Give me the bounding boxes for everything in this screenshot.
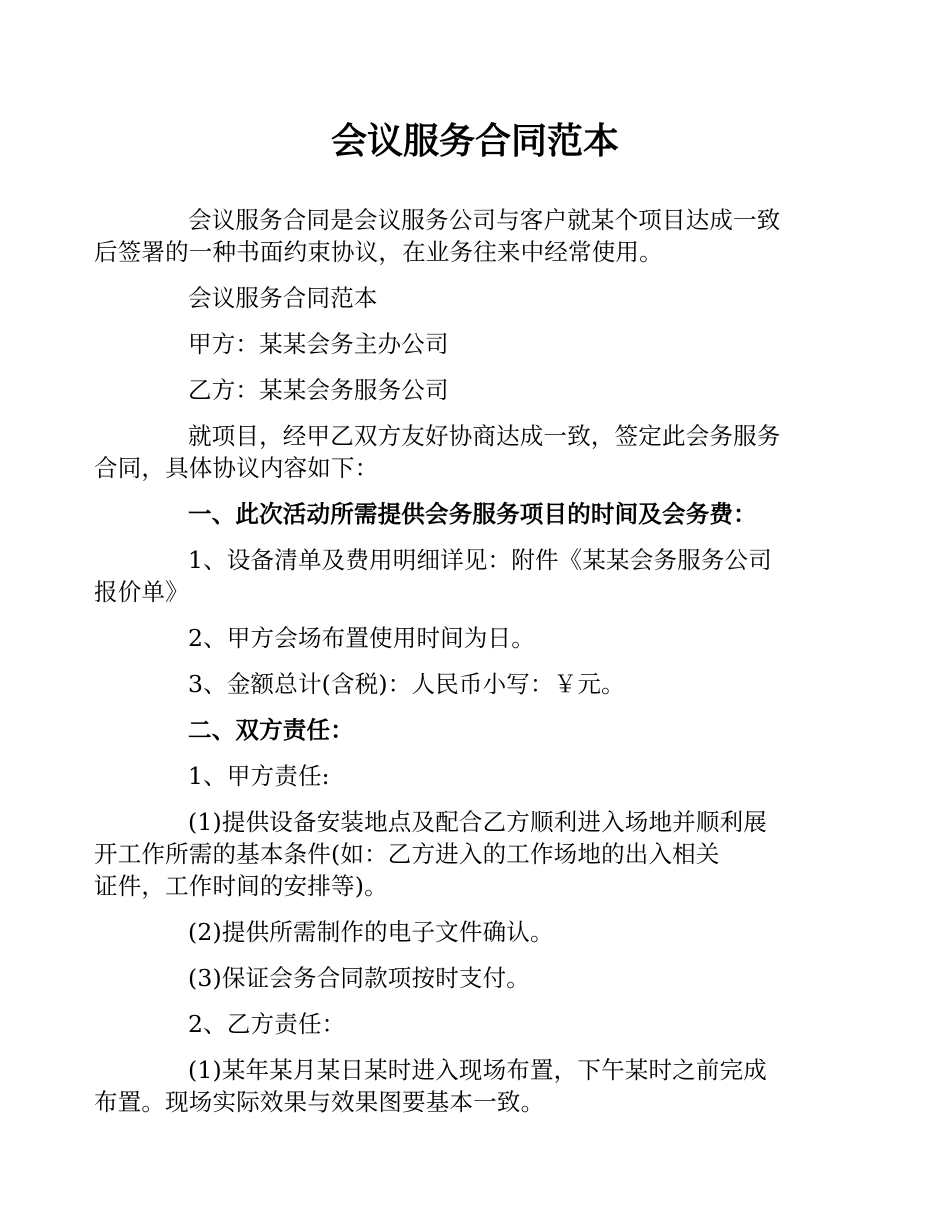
intro-paragraph [94,204,809,268]
text-line: 开工作所需的基本条件(如：乙方进入的工作场地的出入相关 [94,840,720,868]
section-heading-1 [141,498,809,530]
text-line: (3)保证会务合同款项按时支付。 [188,964,530,992]
clause-paragraph [94,544,809,608]
party-b-paragraph [141,374,809,406]
text-line: (2)提供所需制作的电子文件确认。 [188,918,554,946]
clause-paragraph [94,806,809,902]
agreement-paragraph [94,420,809,484]
clause-paragraph [141,668,809,700]
document-body [94,204,809,1132]
text-line: 1、设备清单及费用明细详见：附件《某某会务服务公司 [188,546,772,574]
text-line: 会议服务合同范本 [188,284,378,312]
text-line: 乙方：某某会务服务公司 [188,376,449,404]
text-line: 3、金额总计(含税)：人民币小写：￥元。 [188,670,625,698]
clause-paragraph [141,622,809,654]
text-line: 后签署的一种书面约束协议，在业务往来中经常使用。 [94,238,663,266]
clause-paragraph [141,760,809,792]
text-line: 二、双方责任： [188,716,354,744]
subtitle-paragraph [141,282,809,314]
text-line: 布置。现场实际效果与效果图要基本一致。 [94,1088,545,1116]
clause-paragraph [141,962,809,994]
clause-paragraph [141,916,809,948]
text-line: 合同，具体协议内容如下： [94,454,379,482]
text-line: (1)某年某月某日某时进入现场布置，下午某时之前完成 [188,1056,767,1084]
text-line: 2、甲方会场布置使用时间为日。 [188,624,535,652]
text-line: 1、甲方责任: [188,762,330,790]
document-title: 会议服务合同范本 [330,121,619,162]
text-line: 2、乙方责任： [188,1010,346,1038]
clause-paragraph [94,1054,809,1118]
text-line: 报价单》 [94,578,189,606]
text-line: (1)提供设备安装地点及配合乙方顺利进入场地并顺利展 [188,808,767,836]
section-heading-2 [141,714,809,746]
text-line: 就项目，经甲乙双方友好协商达成一致，签定此会务服务 [188,422,781,450]
clause-paragraph [141,1008,809,1040]
text-line: 甲方：某某会务主办公司 [188,330,449,358]
text-line: 会议服务合同是会议服务公司与客户就某个项目达成一致 [188,206,781,234]
party-a-paragraph [141,328,809,360]
text-line: 证件，工作时间的安排等)。 [94,872,388,900]
text-line: 一、此次活动所需提供会务服务项目的时间及会务费： [188,500,757,528]
